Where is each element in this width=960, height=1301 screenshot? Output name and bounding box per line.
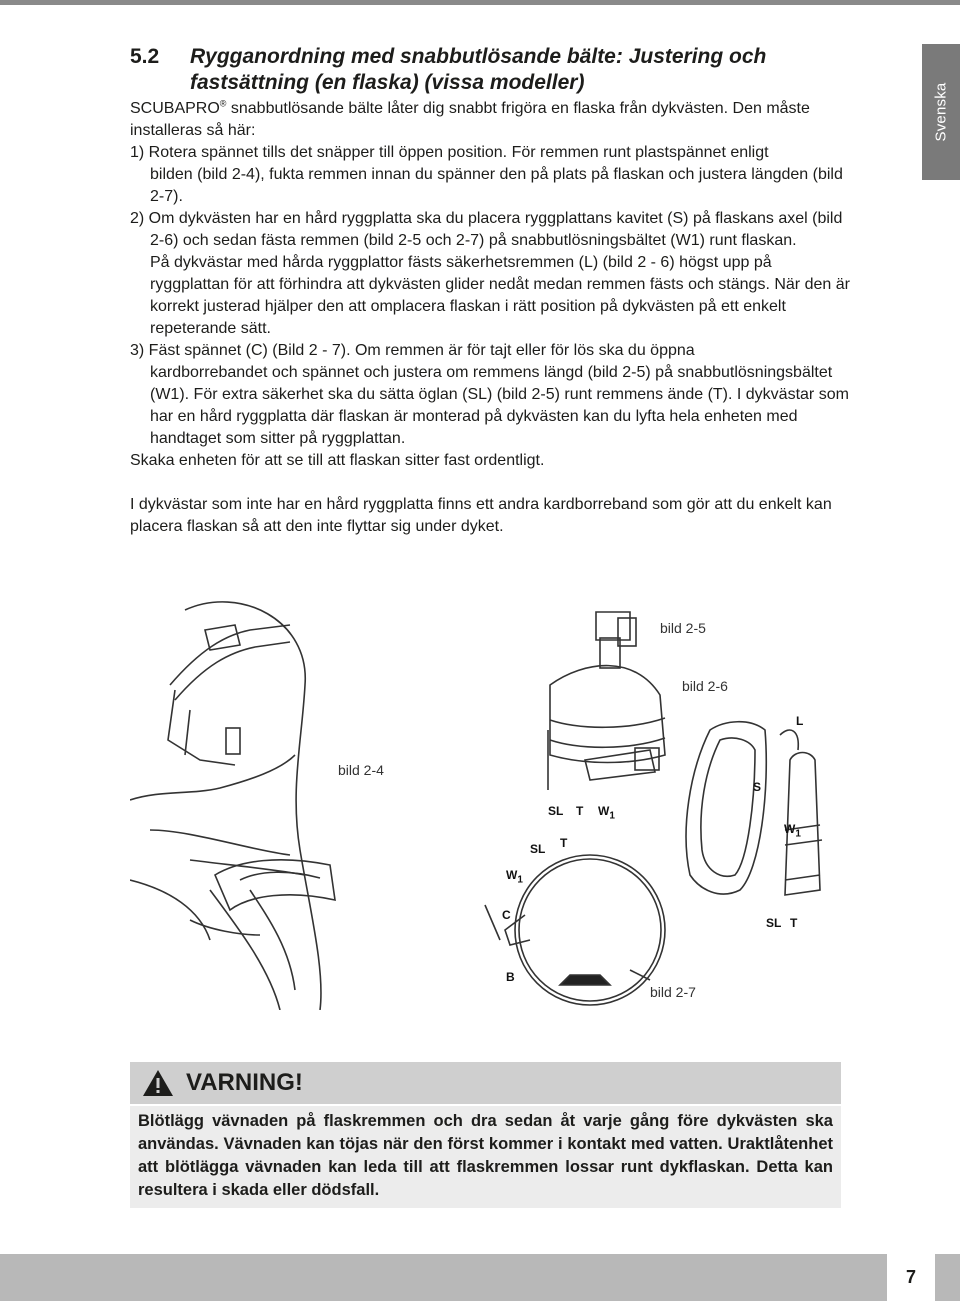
warning-header	[130, 1062, 841, 1104]
part-label-C: C	[502, 908, 511, 922]
footer-bar-right	[935, 1254, 960, 1301]
top-rule	[0, 0, 960, 5]
registered-mark: ®	[219, 98, 227, 109]
section-heading	[130, 44, 850, 96]
part-label-W1-b: $W_1$	[506, 868, 523, 886]
language-tab-label: Svenska	[932, 82, 950, 142]
intro-text: snabbutlösande bälte låter dig snabbt frigöra en flaska från dykvästen. Den måste installeras så här:	[130, 100, 810, 139]
part-label-SL-b: SL	[530, 842, 546, 856]
warning-text: Blötlägg vävnaden på flaskremmen och dra sedan åt varje gång före dykvästen ska användas. Vävnaden kan töjas när den först kommer i kontakt med vatten. Uraktlåtenhet att blötlägga vävnaden kan leda till att flaskremmen lossar runt dykflaskan. Detta kan resultera i skada eller dödsfall.	[130, 1106, 841, 1208]
part-label-T-c: T	[790, 916, 798, 930]
part-label-SL-c: SL	[766, 916, 782, 930]
part-label-L: L	[796, 714, 804, 728]
step-3-rest: kardborrebandet och spännet och justera om remmens längd (bild 2-5) på snabbutlösningsbältet (W1). För extra säkerhet ska du sätta öglan (SL) (bild 2-5) runt remmens ände (T). I dykvästar som har en hård ryggplatta där flaskan är monterad på dykvästen kan du lyfta hela enheten med handtaget som sitter på ryggplattan.	[150, 364, 849, 447]
main-content	[130, 44, 850, 538]
part-label-W1-c: $W_1$	[784, 822, 801, 840]
warning-triangle-icon	[142, 1069, 174, 1097]
page-number: 7	[889, 1254, 933, 1301]
section-title: Rygganordning med snabbutlösande bälte: Justering och fastsättning (en flaska) (vissa modeller)	[190, 45, 767, 94]
part-label-B: B	[506, 970, 515, 984]
warning-box	[130, 1062, 841, 1208]
figure-label-2-4: bild 2-4	[338, 762, 384, 778]
step-2-b: På dykvästar med hårda ryggplattor fästs säkerhetsremmen (L) (bild 2 - 6) högst upp på ryggplattan för att förhindra att dykvästen glider nedåt medan remmen fästs och stängs. När den är korrekt justerad hjälper den att omplacera flaskan i rätt position på dykvästen på ett enkelt repeterande sätt.	[150, 254, 850, 337]
warning-title: VARNING!	[186, 1069, 303, 1096]
part-label-T-b: T	[560, 836, 568, 850]
figure-label-2-7: bild 2-7	[650, 984, 696, 1000]
step-3-lead: 3) Fäst spännet (C) (Bild 2 - 7). Om remmen är för tajt eller för lös ska du öppna	[130, 342, 695, 359]
line-drawing	[130, 590, 850, 1010]
part-label-T-a: T	[576, 804, 584, 818]
step-2-a: 2) Om dykvästen har en hård ryggplatta ska du placera ryggplattans kavitet (S) på flaskans axel (bild 2-6) och sedan fästa remmen (bild 2-5 och 2-7) på snabbutlösningsbältet (W1) runt flaskan.	[130, 210, 843, 249]
note-paragraph: I dykvästar som inte har en hård ryggplatta finns ett andra kardborreband som gör att du enkelt kan placera flaskan så att den inte flyttar sig under dyket.	[130, 496, 832, 535]
shake-instruction: Skaka enheten för att se till att flaskan sitter fast ordentligt.	[130, 452, 545, 469]
part-label-W1-a: $W_1$	[598, 804, 615, 822]
language-tab	[922, 44, 960, 180]
part-label-SL-a: SL	[548, 804, 564, 818]
intro-paragraph	[130, 98, 850, 142]
assembly-illustration	[130, 590, 850, 1010]
figure-label-2-5: bild 2-5	[660, 620, 706, 636]
footer-bar	[0, 1254, 887, 1301]
brand-name: SCUBAPRO	[130, 100, 220, 117]
part-label-S: S	[753, 780, 762, 794]
step-1-rest: bilden (bild 2-4), fukta remmen innan du spänner den på plats på flaskan och justera längden (bild 2-7).	[150, 166, 843, 205]
step-1-lead: 1) Rotera spännet tills det snäpper till öppen position. För remmen runt plastspännet enligt	[130, 144, 769, 161]
section-number: 5.2	[130, 45, 160, 68]
figure-label-2-6: bild 2-6	[682, 678, 728, 694]
